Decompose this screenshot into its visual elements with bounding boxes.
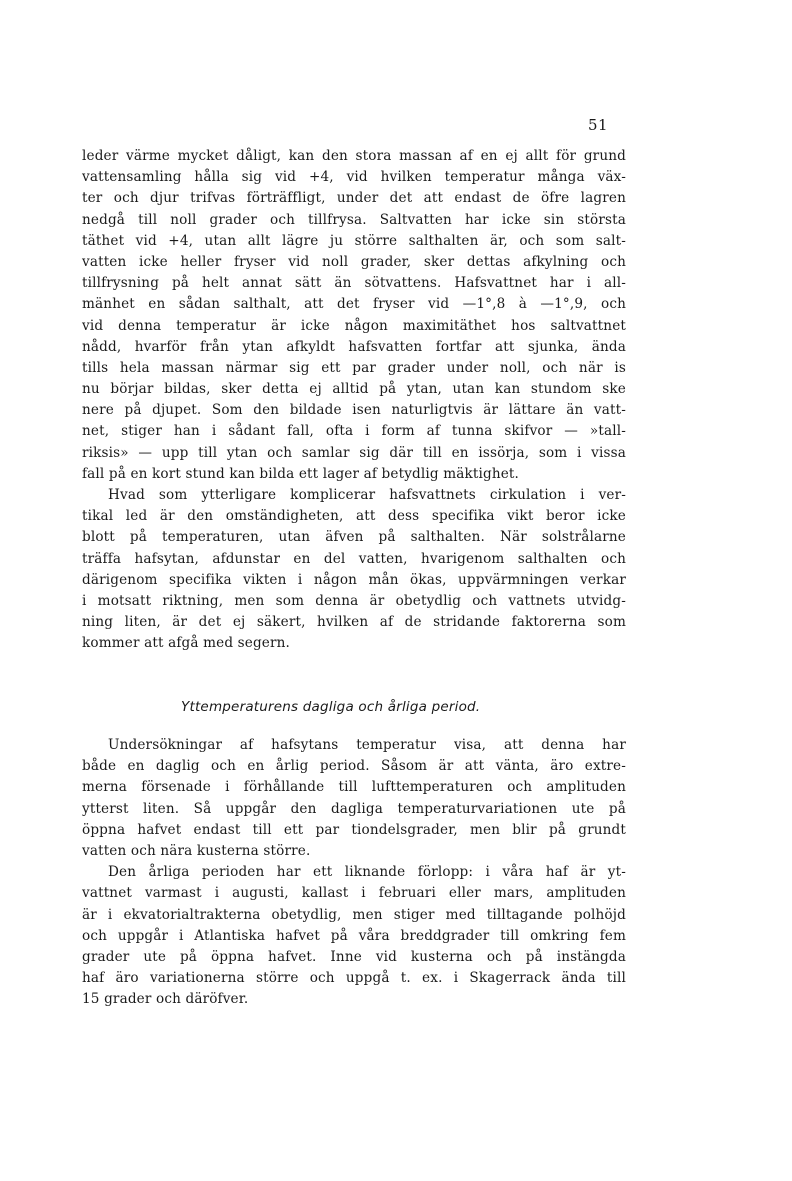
text-line: net, stiger han i sådant fall, ofta i form af tunna skifvor — »tall- — [82, 423, 626, 440]
text-line: öppna hafvet endast till ett par tiondelsgrader, men blir på grundt — [82, 821, 626, 838]
text-line: nådd, hvarför från ytan afkyldt hafsvatten fortfar att sjunka, ända — [82, 338, 626, 355]
text-line: träffa hafsytan, afdunstar en del vatten, hvarigenom salthalten och — [82, 550, 626, 567]
paragraph — [82, 485, 626, 655]
text-line: tills hela massan närmar sig ett par grader under noll, och när is — [82, 359, 626, 376]
text-line: både en daglig och en årlig period. Såsom är att vänta, äro extre- — [82, 758, 626, 775]
text-line: därigenom specifika vikten i någon mån ökas, uppvärmningen verkar — [82, 571, 626, 588]
text-line: ning liten, är det ej säkert, hvilken af de stridande faktorerna som — [82, 614, 626, 631]
text-line: vatten icke heller fryser vid noll grader, sker dettas afkylning och — [82, 253, 626, 270]
text-line: vatten och nära kusterna större. — [82, 842, 311, 859]
section-heading: Yttemperaturens dagliga och årliga period. — [181, 699, 481, 715]
text-line: vid denna temperatur är icke någon maximitäthet hos saltvattnet — [82, 317, 626, 334]
text-line: i motsatt riktning, men som denna är obetydlig och vattnets utvidg- — [82, 592, 626, 609]
text-line: Hvad som ytterligare komplicerar hafsvattnets cirkulation i ver- — [108, 487, 626, 503]
text-line: haf äro variationerna större och uppgå t. ex. i Skagerrack ända till — [82, 970, 626, 987]
text-line: fall på en kort stund kan bilda ett lager af betydlig mäktighet. — [82, 465, 520, 482]
text-line: nere på djupet. Som den bildade isen naturligtvis är lättare än vatt- — [82, 402, 626, 419]
text-line: nu börjar bildas, sker detta ej alltid på ytan, utan kan stundom ske — [82, 381, 626, 398]
text-line: grader ute på öppna hafvet. Inne vid kusterna och på instängda — [82, 948, 626, 965]
text-block-before-heading — [82, 146, 626, 655]
text-line: vattensamling hålla sig vid +4, vid hvilken temperatur många väx- — [82, 169, 626, 186]
text-block-after-heading — [82, 735, 626, 1010]
text-line: tillfrysning på helt annat sätt än sötvattens. Hafsvattnet har i all- — [82, 275, 626, 292]
text-line: 15 grader och däröfver. — [82, 991, 249, 1008]
text-line: vattnet varmast i augusti, kallast i februari eller mars, amplituden — [82, 885, 626, 902]
text-line: merna försenade i förhållande till lufttemperaturen och amplituden — [82, 779, 626, 796]
text-line: kommer att afgå med segern. — [82, 635, 291, 652]
text-line: nedgå till noll grader och tillfrysa. Saltvatten har icke sin största — [82, 211, 626, 228]
text-line: och uppgår i Atlantiska hafvet på våra breddgrader till omkring fem — [82, 927, 626, 944]
text-line: ter och djur trifvas förträffligt, under det att endast de öfre lagren — [82, 190, 626, 207]
paragraph — [82, 735, 626, 862]
page-number: 51 — [588, 116, 609, 134]
text-line: Den årliga perioden har ett liknande förlopp: i våra haf är yt- — [108, 864, 626, 881]
text-line: blott på temperaturen, utan äfven på salthalten. När solstrålarne — [82, 529, 626, 546]
text-line: är i ekvatorialtrakterna obetydlig, men stiger med tilltagande polhöjd — [82, 906, 626, 923]
paragraph — [82, 146, 626, 485]
text-line: riksis» — upp till ytan och samlar sig där till en issörja, som i vissa — [82, 444, 626, 461]
text-line: täthet vid +4, utan allt lägre ju större salthalten är, och som salt- — [82, 232, 626, 249]
text-line: mänhet en sådan salthalt, att det fryser vid —1°,8 à —1°,9, och — [82, 296, 626, 313]
paragraph — [82, 862, 626, 1010]
text-line: Undersökningar af hafsytans temperatur visa, att denna har — [108, 737, 626, 753]
text-line: tikal led är den omständigheten, att dess specifika vikt beror icke — [82, 508, 626, 525]
text-line: leder värme mycket dåligt, kan den stora massan af en ej allt för grund — [82, 148, 626, 164]
text-line: ytterst liten. Så uppgår den dagliga temperaturvariationen ute på — [82, 800, 626, 817]
